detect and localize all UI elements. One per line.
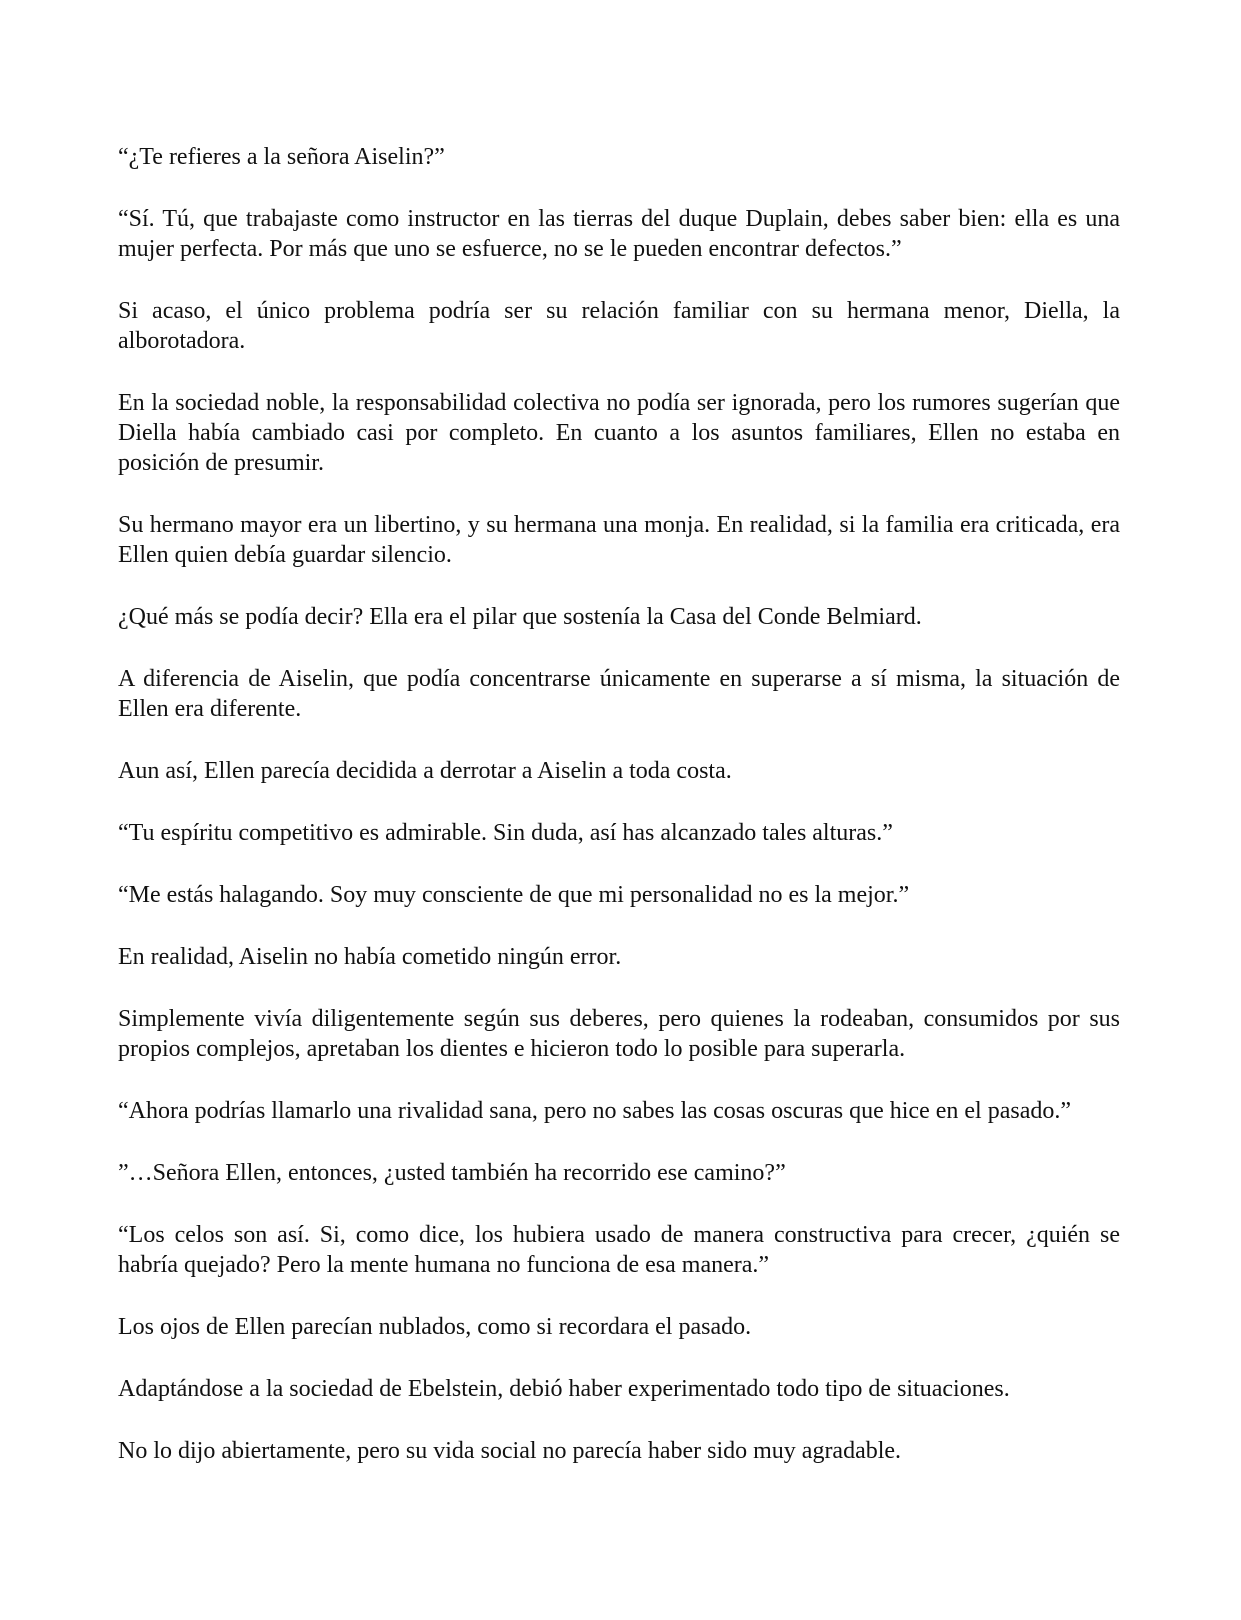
- paragraph-14: ”…Señora Ellen, entonces, ¿usted también ha recorrido ese camino?”: [118, 1160, 786, 1186]
- paragraph-13: “Ahora podrías llamarlo una rivalidad sana, pero no sabes las cosas oscuras que hice en el pasado.”: [118, 1098, 1071, 1124]
- paragraph-8: Aun así, Ellen parecía decidida a derrotar a Aiselin a toda costa.: [118, 758, 732, 784]
- paragraph-9: “Tu espíritu competitivo es admirable. Sin duda, así has alcanzado tales alturas.”: [118, 820, 893, 846]
- paragraph-4: En la sociedad noble, la responsabilidad colectiva no podía ser ignorada, pero los rumores sugerían que Diella había cambiado casi por completo. En cuanto a los asuntos familiares, Ellen no estaba en posición de presumir.: [118, 390, 1120, 476]
- paragraph-18: No lo dijo abiertamente, pero su vida social no parecía haber sido muy agradable.: [118, 1438, 902, 1464]
- paragraph-15: “Los celos son así. Si, como dice, los hubiera usado de manera constructiva para crecer, ¿quién se habría quejado? Pero la mente humana no funciona de esa manera.”: [118, 1222, 1120, 1278]
- paragraph-16: Los ojos de Ellen parecían nublados, como si recordara el pasado.: [118, 1314, 752, 1340]
- paragraph-17: Adaptándose a la sociedad de Ebelstein, debió haber experimentado todo tipo de situaciones.: [118, 1376, 1010, 1402]
- paragraph-7: A diferencia de Aiselin, que podía concentrarse únicamente en superarse a sí misma, la situación de Ellen era diferente.: [118, 666, 1120, 722]
- paragraph-6: ¿Qué más se podía decir? Ella era el pilar que sostenía la Casa del Conde Belmiard.: [118, 604, 922, 630]
- paragraph-1: “¿Te refieres a la señora Aiselin?”: [118, 144, 445, 170]
- paragraph-11: En realidad, Aiselin no había cometido ningún error.: [118, 944, 622, 970]
- document-body: [118, 142, 1120, 1498]
- paragraph-2: “Sí. Tú, que trabajaste como instructor en las tierras del duque Duplain, debes saber bien: ella es una mujer perfecta. Por más que uno se esfuerce, no se le pueden encontrar defectos.”: [118, 206, 1120, 262]
- paragraph-12: Simplemente vivía diligentemente según sus deberes, pero quienes la rodeaban, consumidos por sus propios complejos, apretaban los dientes e hicieron todo lo posible para superarla.: [118, 1006, 1120, 1062]
- paragraph-5: Su hermano mayor era un libertino, y su hermana una monja. En realidad, si la familia era criticada, era Ellen quien debía guardar silencio.: [118, 512, 1120, 568]
- paragraph-10: “Me estás halagando. Soy muy consciente de que mi personalidad no es la mejor.”: [118, 882, 910, 908]
- paragraph-3: Si acaso, el único problema podría ser su relación familiar con su hermana menor, Diella, la alborotadora.: [118, 298, 1120, 354]
